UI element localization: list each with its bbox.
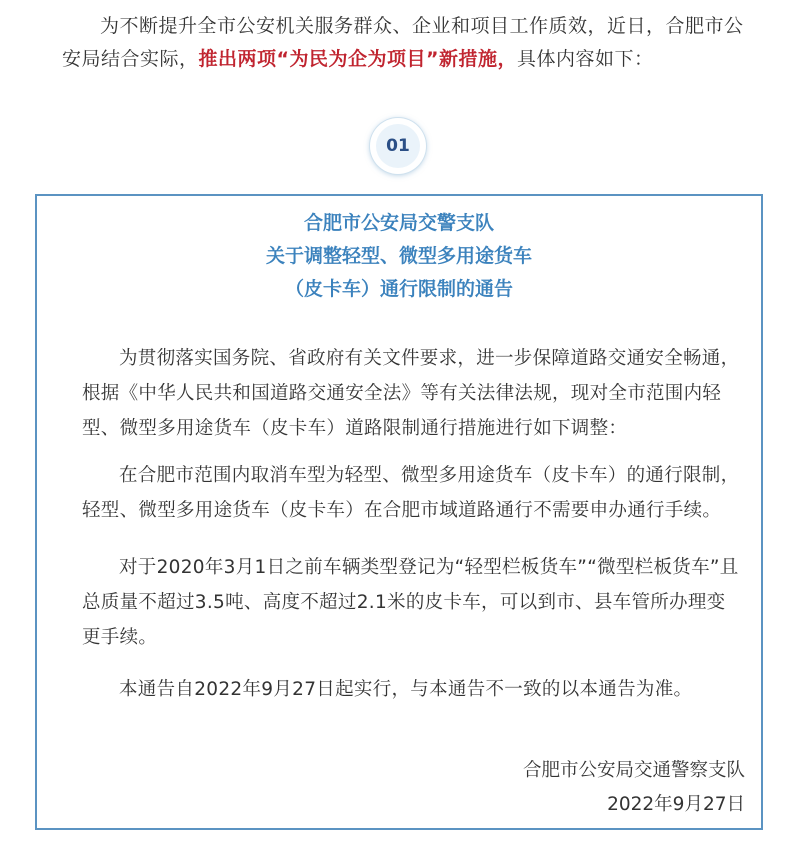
signature-org: 合肥市公安局交通警察支队: [522, 760, 745, 781]
badge-ring: [370, 118, 426, 174]
notice-box: [35, 194, 763, 830]
notice-paragraph-2: 在合肥市范围内取消车型为轻型、微型多用途货车（皮卡车）的通行限制，轻型、微型多用途货车（皮卡车）在合肥市域道路通行不需要申办通行手续。: [82, 465, 740, 521]
notice-title-line-1: 合肥市公安局交警支队: [303, 212, 494, 234]
section-number-badge: [370, 118, 426, 174]
intro-highlight: 推出两项“为民为企为项目”新措施，: [198, 48, 517, 70]
intro-paragraph: [62, 10, 762, 76]
intro-text-after: 具体内容如下：: [517, 48, 654, 70]
notice-paragraph-4: 本通告自2022年9月27日起实行，与本通告不一致的以本通告为准。: [119, 679, 693, 700]
intro-text-before: 为不断提升全市公安机关服务群众、企业和项目工作质效，近日，合肥市公安局结合实际，: [62, 15, 744, 70]
notice-paragraph-1: 为贯彻落实国务院、省政府有关文件要求，进一步保障道路交通安全畅通，根据《中华人民共和国道路交通安全法》等有关法律法规，现对全市范围内轻型、微型多用途货车（皮卡车）道路限制通行措施进行如下调整：: [82, 348, 740, 439]
signature-date: 2022年9月27日: [607, 794, 745, 815]
notice-title-line-3: （皮卡车）通行限制的通告: [284, 278, 513, 300]
badge-number: 01: [376, 124, 420, 168]
notice-title-line-2: 关于调整轻型、微型多用途货车: [265, 245, 532, 267]
notice-paragraph-3: 对于2020年3月1日之前车辆类型登记为“轻型栏板货车”“微型栏板货车”且总质量不超过3.5吨、高度不超过2.1米的皮卡车，可以到市、县车管所办理变更手续。: [82, 557, 739, 648]
